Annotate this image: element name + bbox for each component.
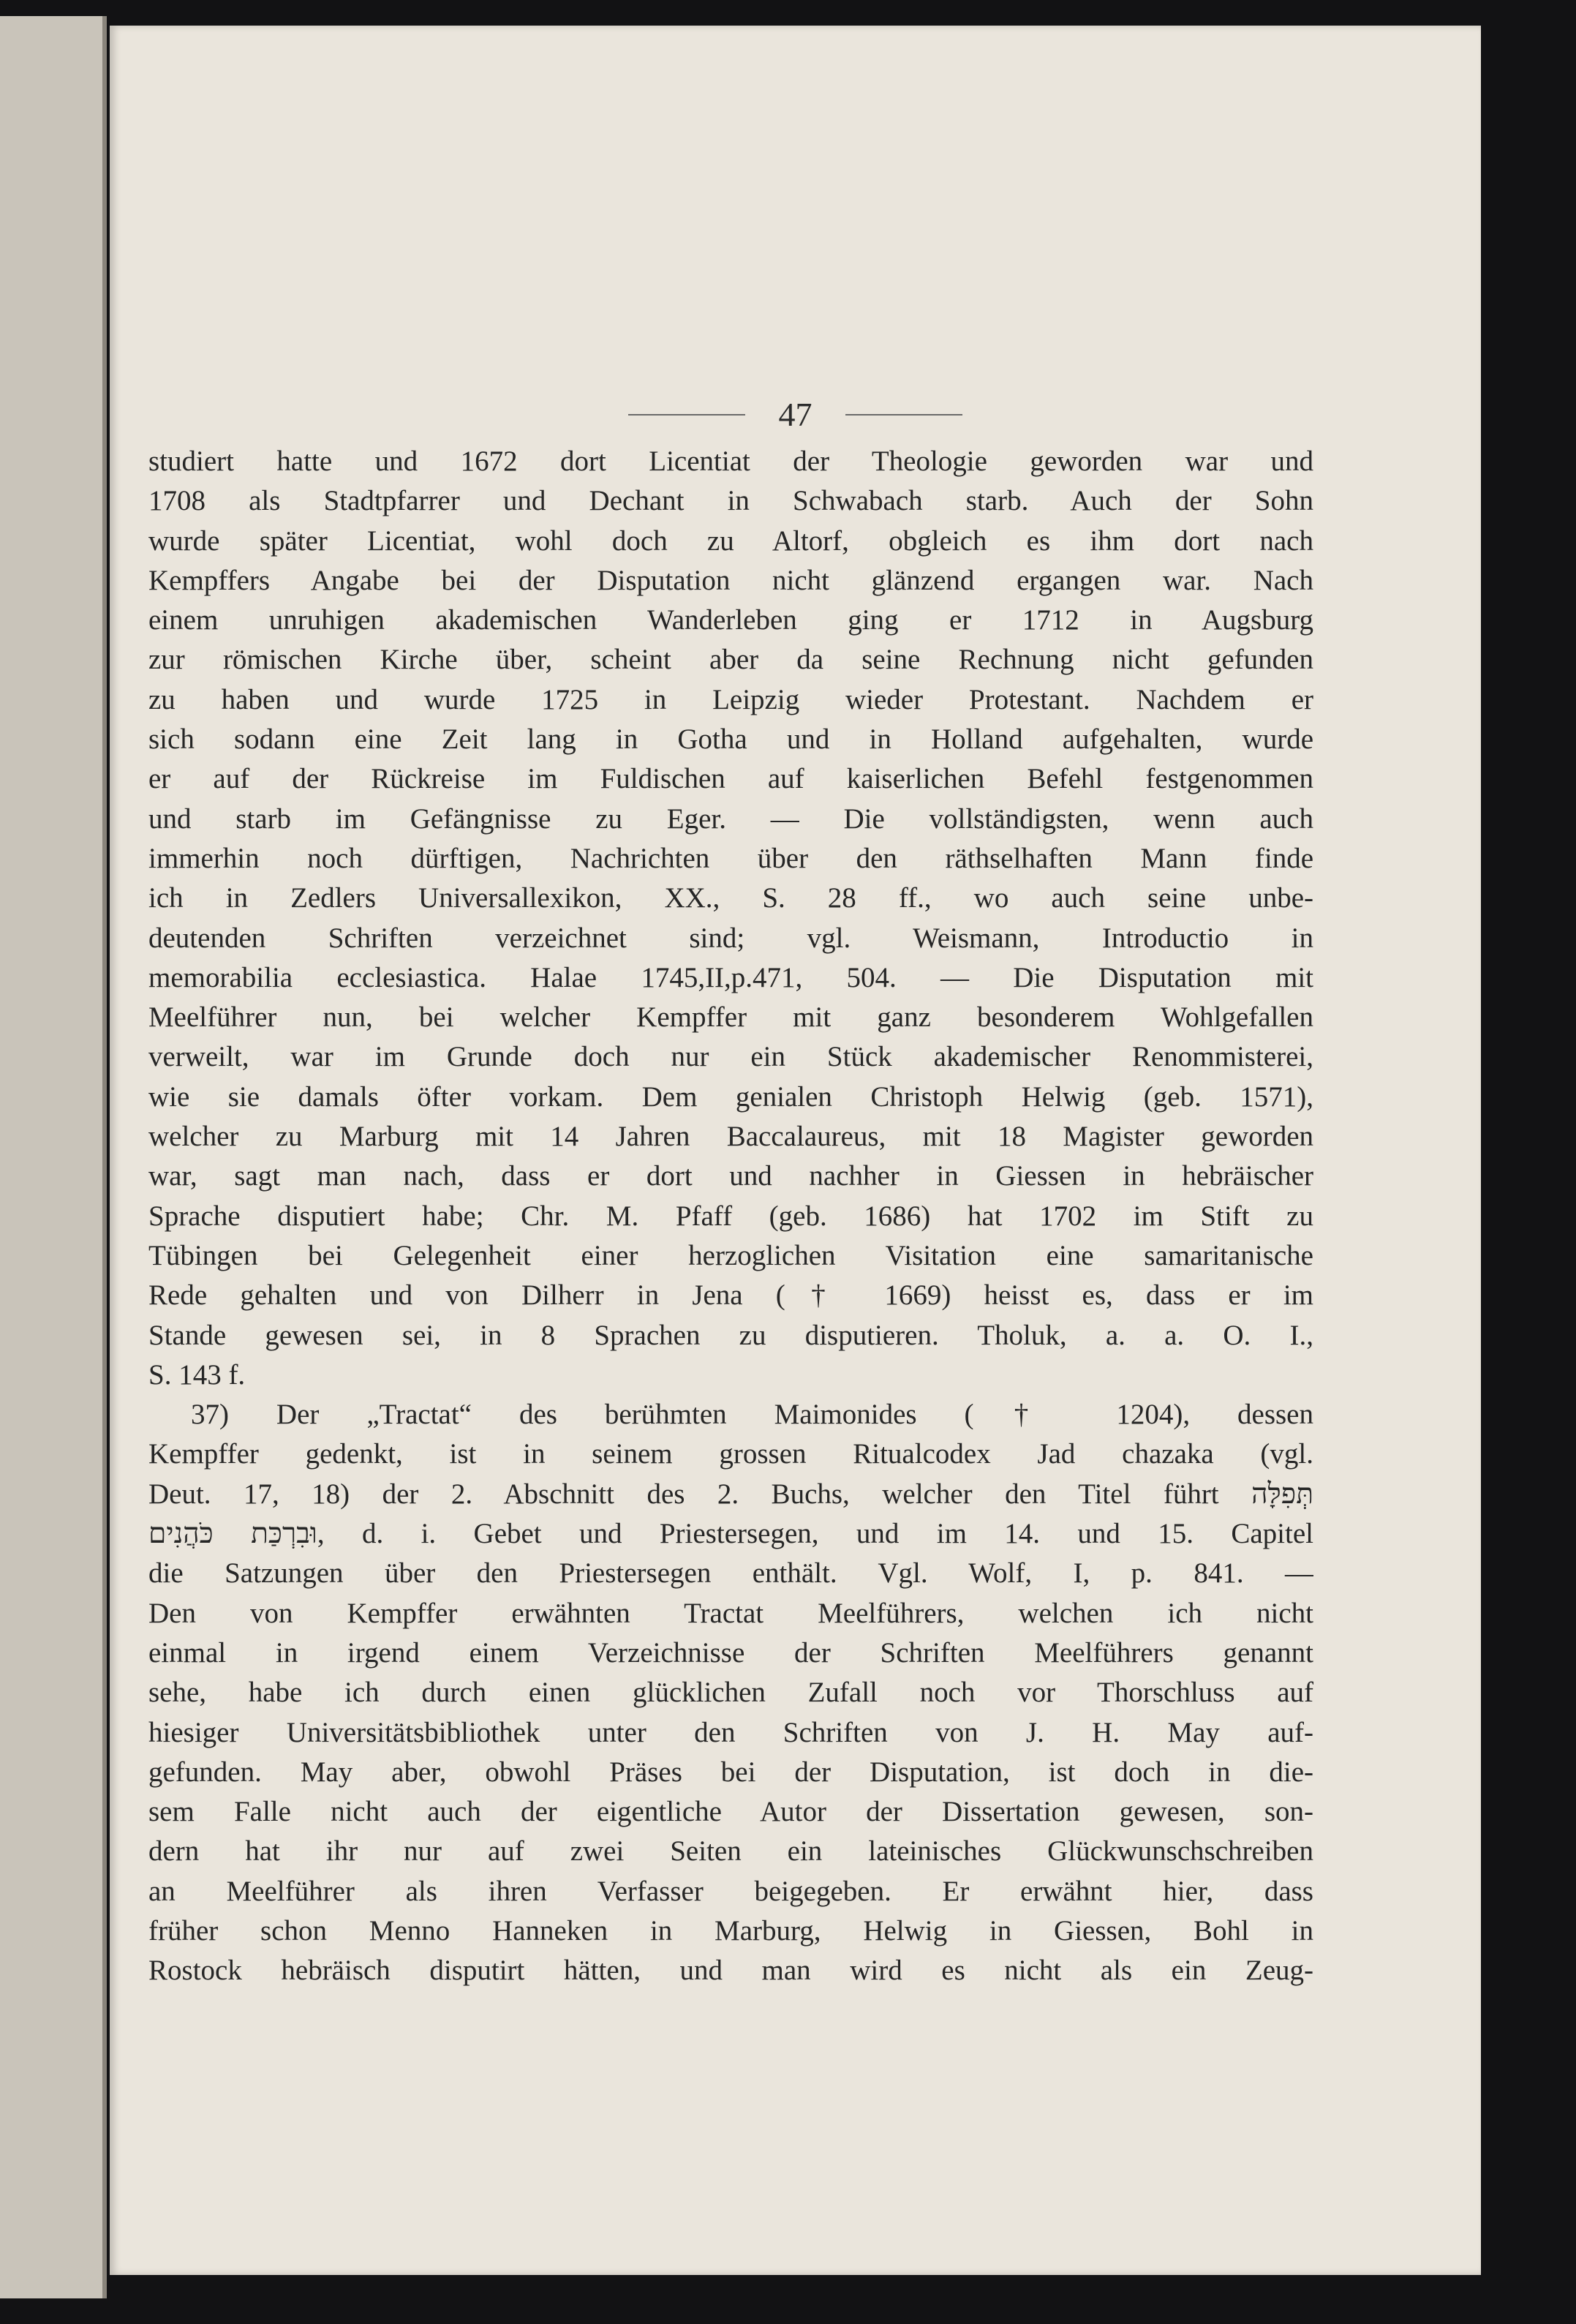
page-header xyxy=(110,395,1481,434)
text-line: Tübingen bei Gelegenheit einer herzoglichen Visitation eine samaritanische xyxy=(148,1239,1313,1271)
text-line: deutenden Schriften verzeichnet sind; vgl. Weismann, Introductio in xyxy=(148,922,1313,954)
text-line: וּבִרְכַּת כֹּהֲנִים, d. i. Gebet und Priestersegen, und im 14. und 15. Capitel xyxy=(148,1518,1313,1550)
text-line: Kempffer gedenkt, ist in seinem grossen Ritualcodex Jad chazaka (vgl. xyxy=(148,1438,1313,1470)
text-line: sehe, habe ich durch einen glücklichen Zufall noch vor Thorschluss auf xyxy=(148,1677,1313,1709)
text-line: Deut. 17, 18) der 2. Abschnitt des 2. Buchs, welcher den Titel führt תְּפִלָּה xyxy=(148,1478,1313,1510)
header-rule-right xyxy=(845,414,962,415)
text-line: Rede gehalten und von Dilherr in Jena († 1669) heisst es, dass er im xyxy=(148,1279,1313,1312)
page-number: 47 xyxy=(778,396,812,433)
text-line: und starb im Gefängnisse zu Eger. — Die vollständigsten, wenn auch xyxy=(148,802,1313,835)
text-line: Kempffers Angabe bei der Disputation nicht glänzend ergangen war. Nach xyxy=(148,564,1313,596)
text-line: verweilt, war im Grunde doch nur ein Stück akademischer Renommisterei, xyxy=(148,1041,1313,1073)
text-line: wurde später Licentiat, wohl doch zu Altorf, obgleich es ihm dort nach xyxy=(148,524,1313,557)
text-line: er auf der Rückreise im Fuldischen auf kaiserlichen Befehl festgenommen xyxy=(148,763,1313,795)
text-line: einem unruhigen akademischen Wanderleben ging er 1712 in Augsburg xyxy=(148,604,1313,636)
text-line: Stande gewesen sei, in 8 Sprachen zu disputieren. Tholuk, a. a. O. I., xyxy=(148,1319,1313,1351)
header-rule-left xyxy=(628,414,745,415)
text-line: sich sodann eine Zeit lang in Gotha und in Holland aufgehalten, wurde xyxy=(148,723,1313,756)
text-line: zu haben und wurde 1725 in Leipzig wieder Protestant. Nachdem er xyxy=(148,683,1313,715)
text-line: sem Falle nicht auch der eigentliche Autor der Dissertation gewesen, son- xyxy=(148,1796,1313,1828)
text-line: dern hat ihr nur auf zwei Seiten ein lateinisches Glückwunschschreiben xyxy=(148,1835,1313,1868)
text-line: zur römischen Kirche über, scheint aber da seine Rechnung nicht gefunden xyxy=(148,644,1313,676)
text-line: 1708 als Stadtpfarrer und Dechant in Schwabach starb. Auch der Sohn xyxy=(148,485,1313,517)
footnote-37-line: 37) Der „Tractat“ des berühmten Maimonides († 1204), dessen xyxy=(191,1399,1313,1431)
text-line: Meelführer nun, bei welcher Kempffer mit ganz besonderem Wohlgefallen xyxy=(148,1001,1313,1034)
text-line: war, sagt man nach, dass er dort und nachher in Giessen in hebräischer xyxy=(148,1160,1313,1192)
text-line: welcher zu Marburg mit 14 Jahren Baccalaureus, mit 18 Magister geworden xyxy=(148,1121,1313,1153)
text-line: früher schon Menno Hanneken in Marburg, Helwig in Giessen, Bohl in xyxy=(148,1914,1313,1947)
text-line: die Satzungen über den Priestersegen enthält. Vgl. Wolf, I, p. 841. — xyxy=(148,1557,1313,1590)
text-line: einmal in irgend einem Verzeichnisse der Schriften Meelführers genannt xyxy=(148,1636,1313,1669)
text-line: an Meelführer als ihren Verfasser beigegeben. Er erwähnt hier, dass xyxy=(148,1875,1313,1907)
text-line: ich in Zedlers Universallexikon, XX., S. 28 ff., wo auch seine unbe- xyxy=(148,882,1313,914)
left-page-edge xyxy=(0,16,107,2298)
text-line: gefunden. May aber, obwohl Präses bei der Disputation, ist doch in die- xyxy=(148,1756,1313,1788)
text-line: memorabilia ecclesiastica. Halae 1745,II,p.471, 504. — Die Disputation mit xyxy=(148,961,1313,993)
text-line: Den von Kempffer erwähnten Tractat Meelführers, welchen ich nicht xyxy=(148,1597,1313,1629)
text-line: hiesiger Universitätsbibliothek unter den Schriften von J. H. May auf- xyxy=(148,1716,1313,1748)
text-line: immerhin noch dürftigen, Nachrichten über den räthselhaften Mann finde xyxy=(148,842,1313,874)
text-line: studiert hatte und 1672 dort Licentiat der Theologie geworden war und xyxy=(148,445,1313,477)
text-line: Sprache disputiert habe; Chr. M. Pfaff (geb. 1686) hat 1702 im Stift zu xyxy=(148,1200,1313,1232)
text-line: Rostock hebräisch disputirt hätten, und man wird es nicht als ein Zeug- xyxy=(148,1955,1313,1987)
text-line: wie sie damals öfter vorkam. Dem genialen Christoph Helwig (geb. 1571), xyxy=(148,1080,1313,1113)
text-line: S. 143 f. xyxy=(148,1358,246,1391)
page-body-text xyxy=(148,442,1313,1991)
